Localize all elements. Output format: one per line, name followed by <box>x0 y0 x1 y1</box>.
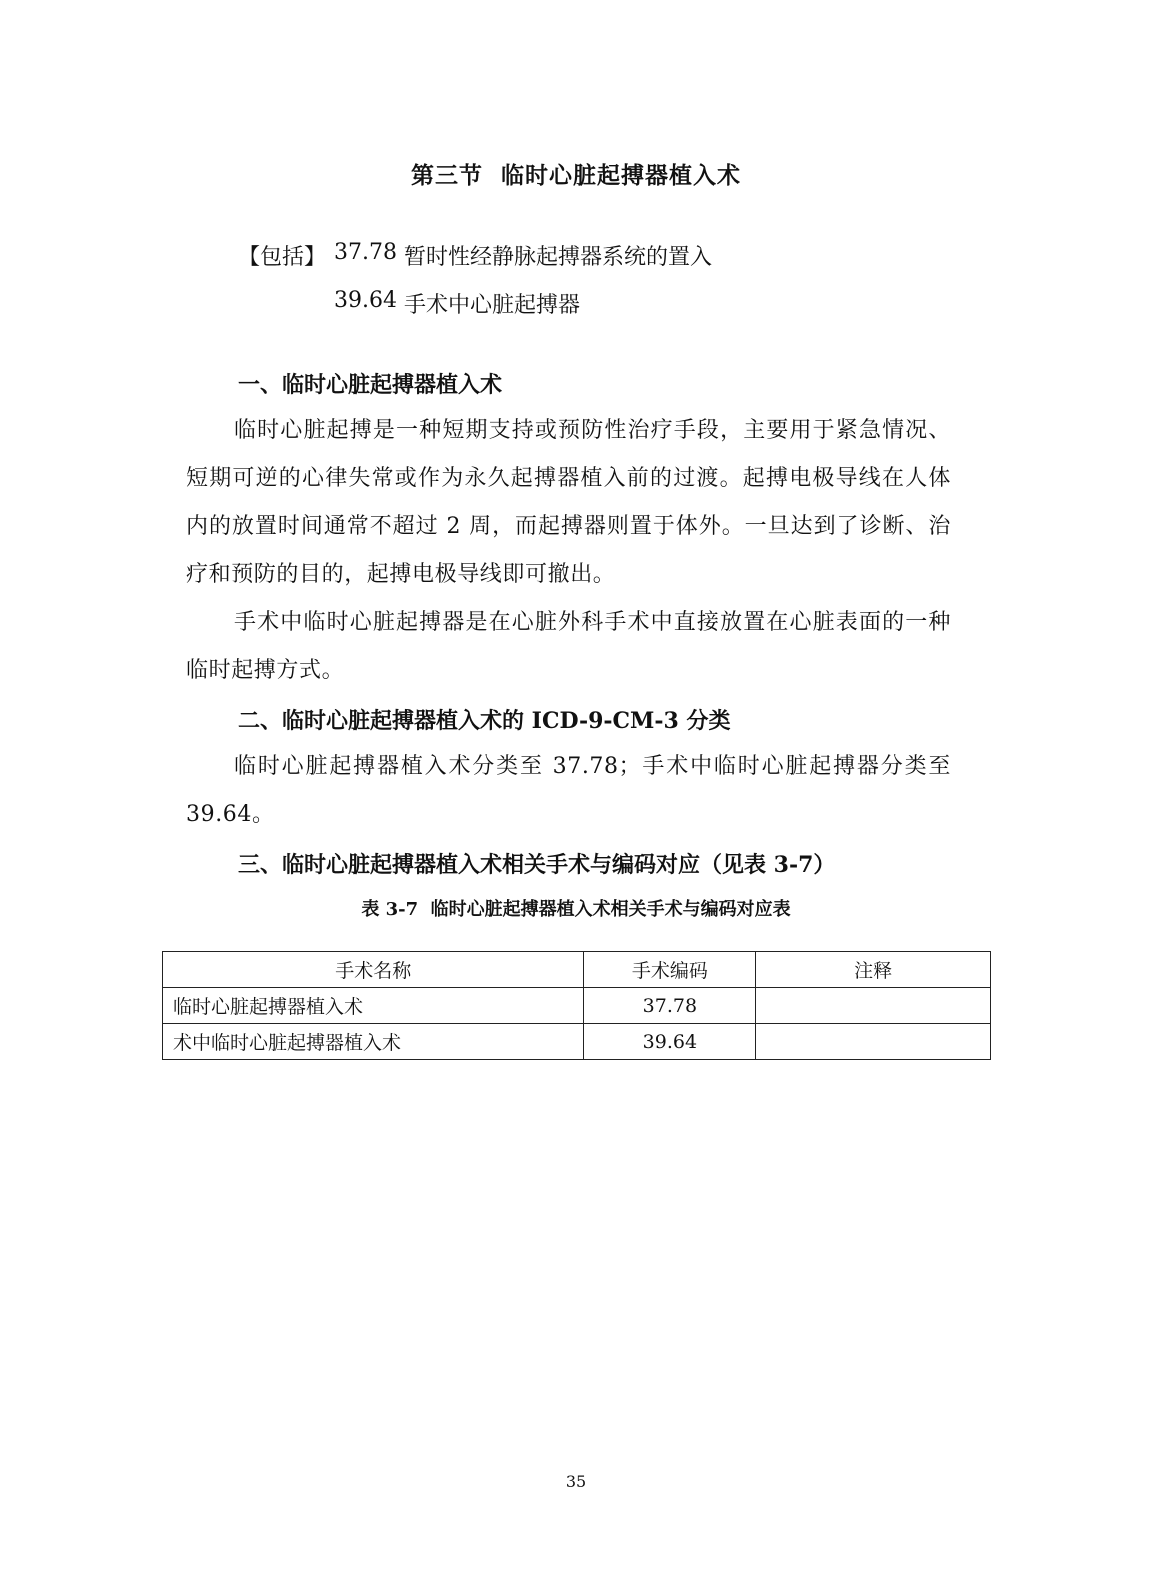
section-heading: 二、临时心脏起搏器植入术的 ICD-9-CM-3 分类 <box>238 708 731 734</box>
note-cell <box>756 988 991 1024</box>
table-caption: 表 3-7 临时心脏起搏器植入术相关手术与编码对应表 <box>361 899 791 920</box>
body-paragraph: 临时心脏起搏器植入术分类至 37.78；手术中临时心脏起搏器分类至 39.64。 <box>186 754 951 827</box>
column-header: 注释 <box>756 952 991 988</box>
procedure-code-cell: 37.78 <box>584 988 756 1024</box>
note-cell <box>756 1024 991 1060</box>
includes-item-code: 39.64 <box>334 288 397 313</box>
procedure-code-cell: 39.64 <box>584 1024 756 1060</box>
body-paragraph: 临时心脏起搏是一种短期支持或预防性治疗手段，主要用于紧急情况、短期可逆的心律失常或作为永久起搏器植入前的过渡。起搏电极导线在人体内的放置时间通常不超过 2 周，而起搏器则置于体外。一旦达到了诊断、治疗和预防的目的，起搏电极导线即可撤出。 <box>186 418 951 587</box>
table-header-row <box>163 952 991 988</box>
column-header: 手术名称 <box>163 952 584 988</box>
table-row <box>163 1024 991 1060</box>
includes-item-name: 暂时性经静脉起搏器系统的置入 <box>404 245 713 270</box>
includes-item-name: 手术中心脏起搏器 <box>404 293 581 318</box>
column-header: 手术编码 <box>584 952 756 988</box>
table-row <box>163 988 991 1024</box>
section-heading: 三、临时心脏起搏器植入术相关手术与编码对应（见表 3-7） <box>238 852 836 878</box>
section-title: 第三节 临时心脏起搏器植入术 <box>410 162 741 189</box>
body-paragraph: 手术中临时心脏起搏器是在心脏外科手术中直接放置在心脏表面的一种临时起搏方式。 <box>186 610 951 683</box>
section-heading: 一、临时心脏起搏器植入术 <box>238 372 503 398</box>
procedure-name-cell: 临时心脏起搏器植入术 <box>163 988 584 1024</box>
procedure-code-table <box>162 951 991 1060</box>
page-number: 35 <box>565 1472 587 1491</box>
includes-item-code: 37.78 <box>334 240 397 265</box>
includes-label: 【包括】 <box>238 245 327 270</box>
procedure-name-cell: 术中临时心脏起搏器植入术 <box>163 1024 584 1060</box>
